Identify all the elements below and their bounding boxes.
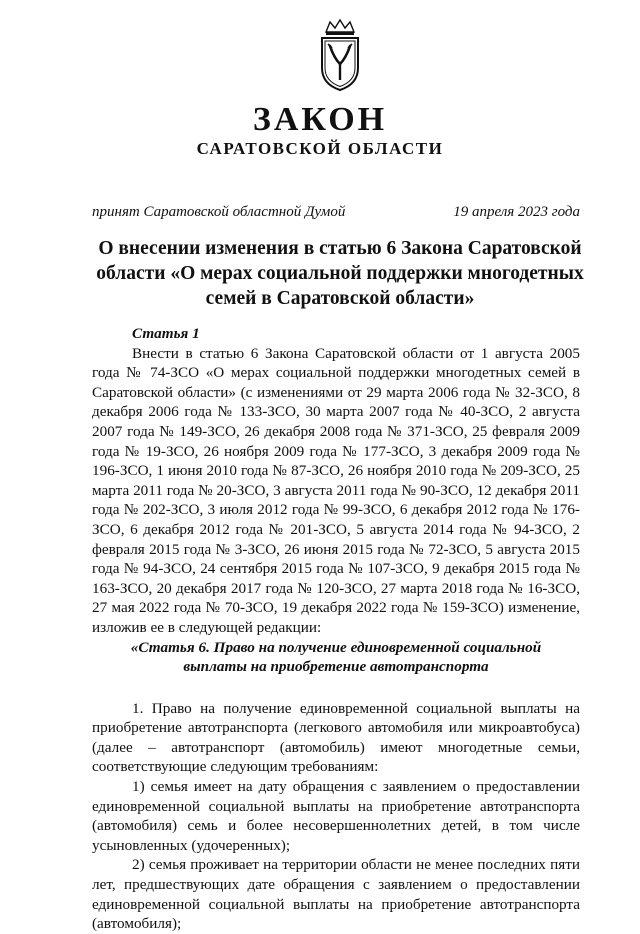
list-item-2: 2) семья проживает на территории области не менее последних пяти лет, предшествующих дате обращения с заявлением о предоставлении единовременной социальной выплаты на приобретение автотранспорта (автомобиля); <box>92 856 580 933</box>
article-1-label: Статья 1 <box>132 325 200 342</box>
document-heading: О внесении изменения в статью 6 Закона Саратовской области «О мерах социальной поддержки многодетных семей в Саратовской области» <box>96 238 584 309</box>
paragraph-1: 1. Право на получение единовременной социальной выплаты на приобретение автотранспорта (легкового автомобиля или микроавтобуса) (далее – автотранспорт (автомобиль) имеют многодетные семьи, соответствующие следующим требованиям: <box>92 699 580 776</box>
law-region: САРАТОВСКОЙ ОБЛАСТИ <box>196 139 444 158</box>
adopted-by: принят Саратовской областной Думой <box>92 204 346 220</box>
article-1-text: Внести в статью 6 Закона Саратовской области от 1 августа 2005 года № 74-ЗСО «О мерах социальной поддержки многодетных семей в Саратовской области» (с изменениями от 29 марта 2006 года № 32-ЗСО, 8 декабря 2006 года № 133-ЗСО, 30 марта 2007 года № 40-ЗСО, 2 августа 2007 года № 149-ЗСО, 26 декабря 2008 года № 371-ЗСО, 25 февраля 2009 года № 19-ЗСО, 26 ноября 2009 года № 177-ЗСО, 3 декабря 2009 года № 196-ЗСО, 1 июня 2010 года № 87-ЗСО, 26 ноября 2010 года № 209-ЗСО, 25 марта 2011 года № 20-ЗСО, 3 августа 2011 года № 90-ЗСО, 12 декабря 2011 года № 202-ЗСО, 3 июля 2012 года № 99-ЗСО, 6 декабря 2012 года № 176-ЗСО, 6 декабря 2012 года № 201-ЗСО, 5 августа 2014 года № 94-ЗСО, 2 февраля 2015 года № 3-ЗСО, 26 июня 2015 года № 72-ЗСО, 5 августа 2015 года № 94-ЗСО, 24 сентября 2015 года № 107-ЗСО, 9 декабря 2015 года № 163-ЗСО, 20 декабря 2017 года № 120-ЗСО, 27 марта 2018 года № 16-ЗСО, 27 мая 2022 года № 70-ЗСО, 19 декабря 2022 года № 159-ЗСО) изменение, изложив ее в следующей редакции: <box>92 344 580 636</box>
adopted-date: 19 апреля 2023 года <box>453 204 580 220</box>
document-body <box>92 324 580 934</box>
list-item-1: 1) семья имеет на дату обращения с заявлением о предоставлении единовременной социальной выплаты на приобретение автотранспорта (автомобиля) семь и более несовершеннолетних детей, в том числе усыновленных (удочеренных); <box>92 778 580 854</box>
new-article-title: «Статья 6. Право на получение единовременной социальной выплаты на приобретение автотранспорта <box>130 638 542 676</box>
coat-of-arms-icon <box>318 18 362 92</box>
law-title: ЗАКОН <box>252 101 388 138</box>
